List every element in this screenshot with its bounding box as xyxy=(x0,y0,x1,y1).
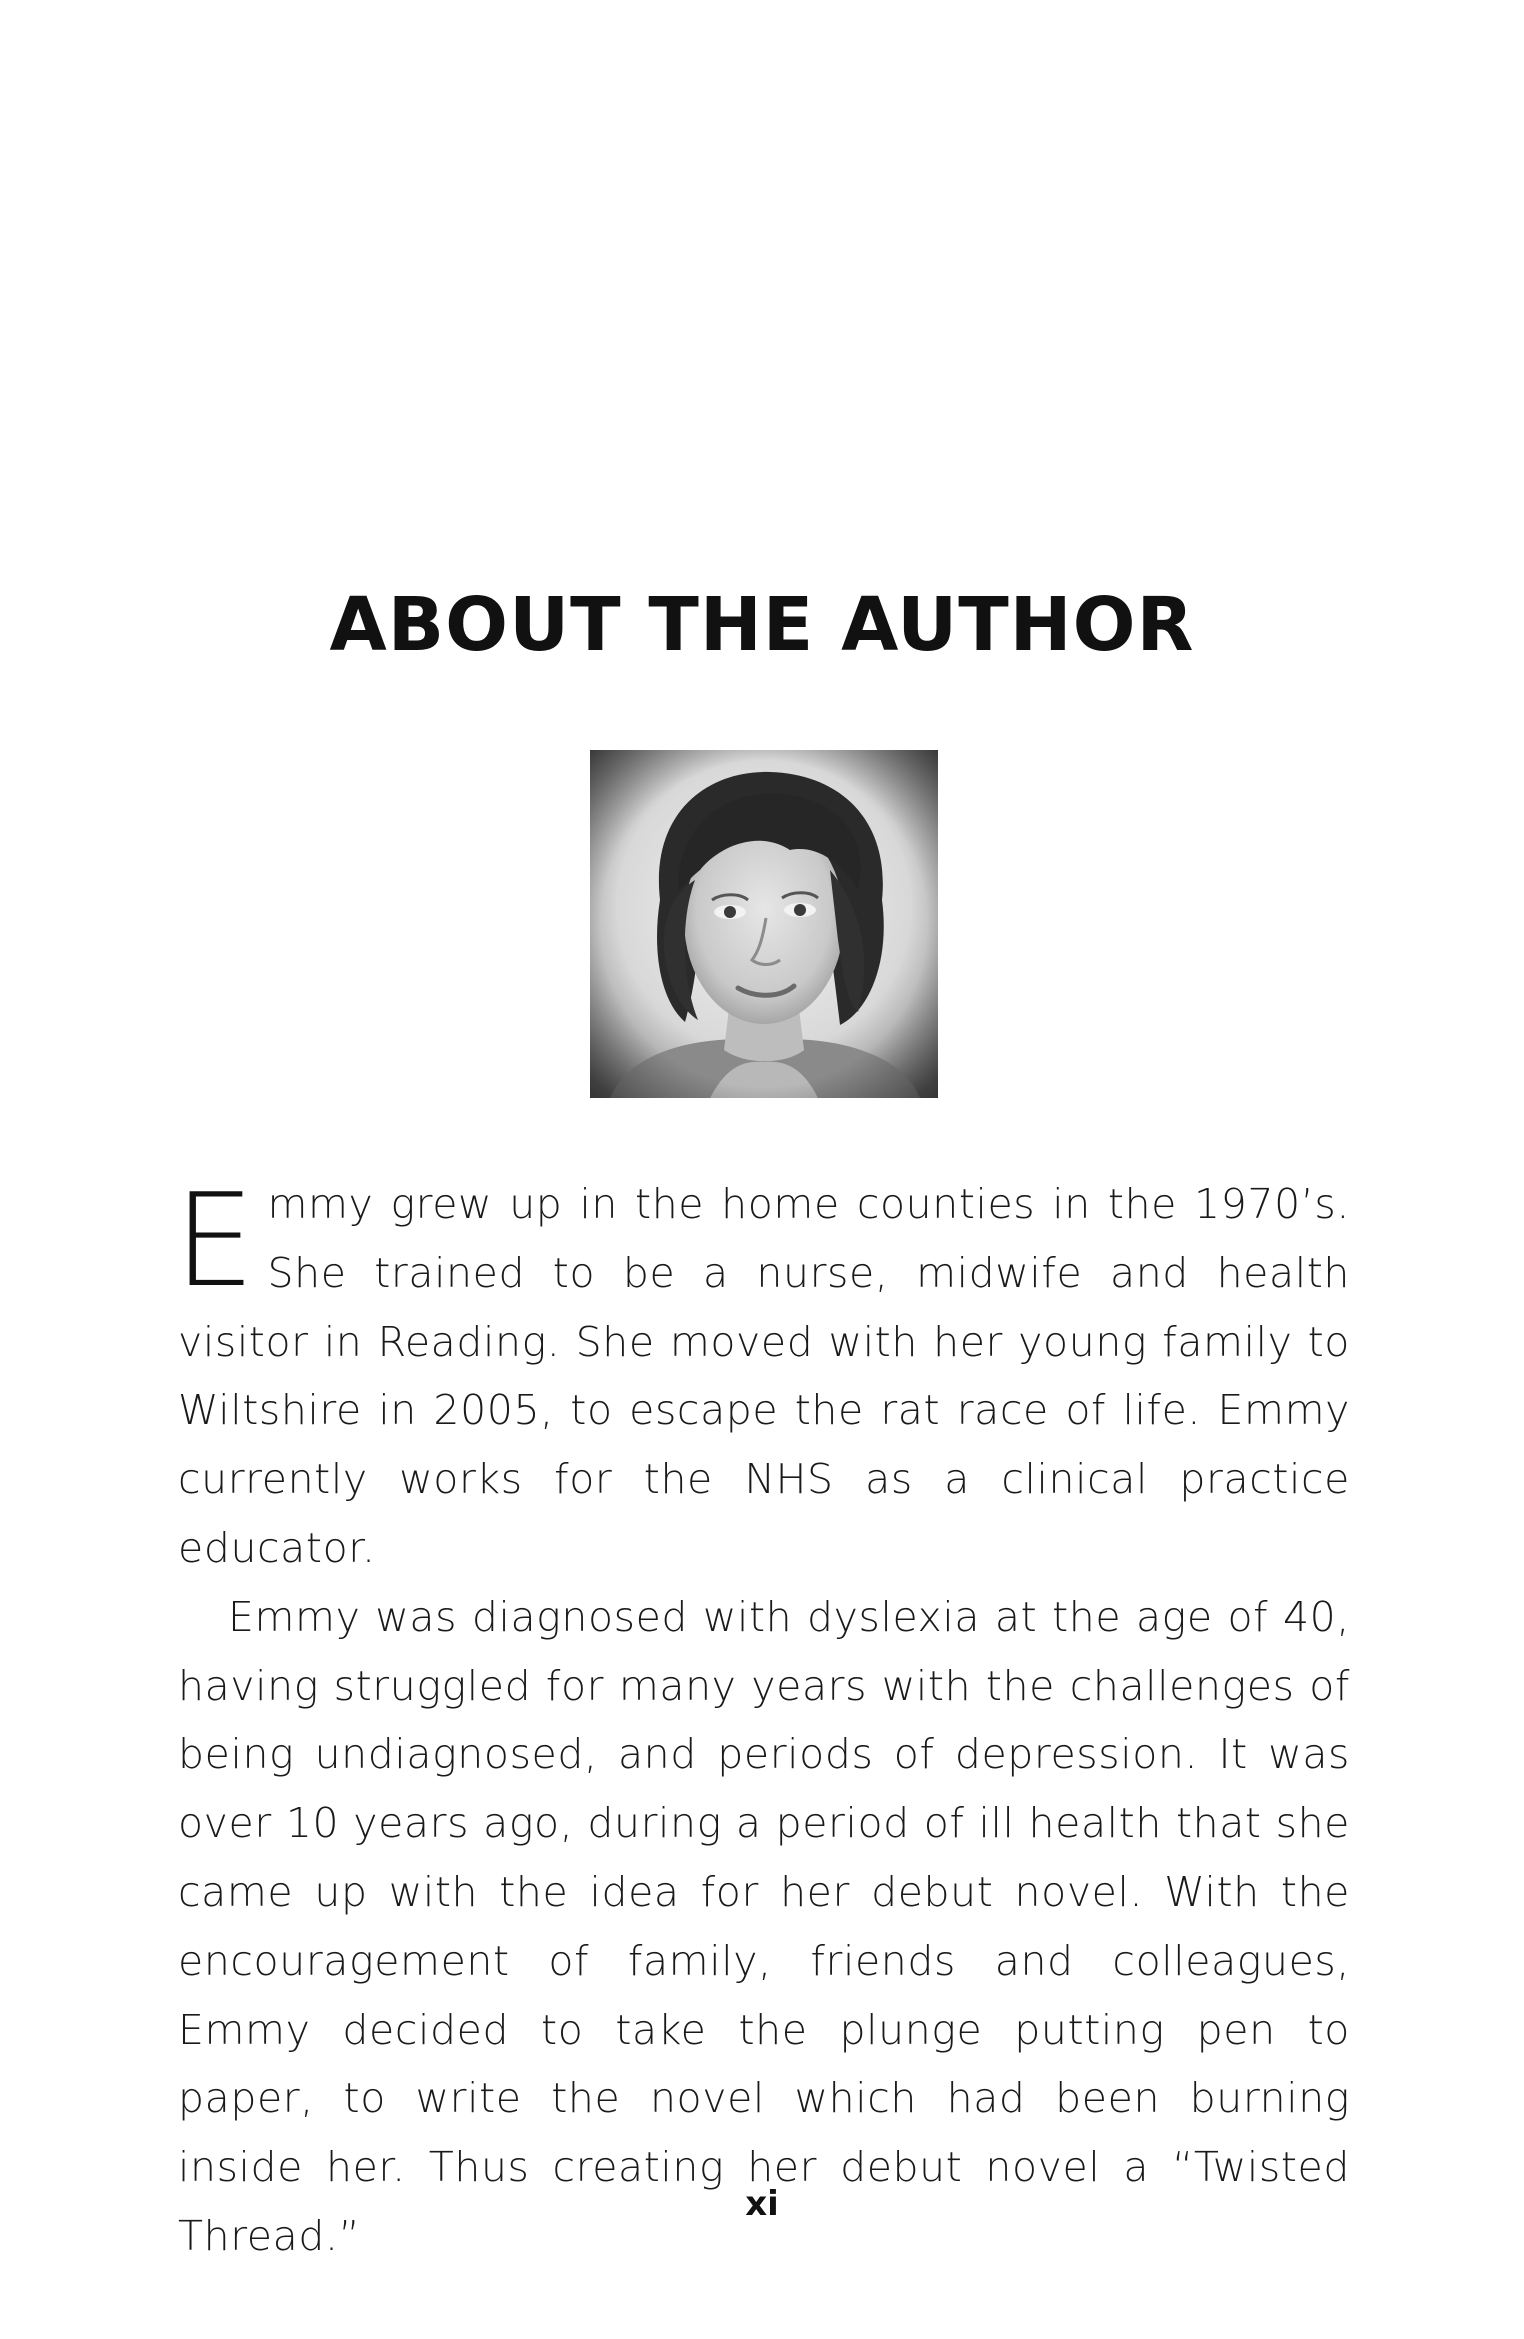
bio-paragraph-1 xyxy=(174,1167,1350,1583)
drop-cap: E xyxy=(174,1167,256,1316)
page-title: ABOUT THE AUTHOR xyxy=(329,582,1195,668)
portrait-image xyxy=(590,750,938,1098)
bio-paragraph-1-text: mmy grew up in the home counties in the 1970’s. She trained to be a nurse, midwife and health visitor in Reading. She moved with her young family to Wiltshire in 2005, to escape the rat race of life. Emmy currently works for the NHS as a clinical practice educator. xyxy=(178,1180,1350,1572)
bio-paragraph-2: Emmy was diagnosed with dyslexia at the age of 40, having struggled for many years with the challenges of being undiagnosed, and periods of depression. It was over 10 years ago, during a period of ill health that she came up with the idea for her debut novel. With the encouragement of family, friends and colleagues, Emmy decided to take the plunge putting pen to paper, to write the novel which had been burning inside her. Thus creating her debut novel a “Twisted Thread.” xyxy=(178,1592,1350,2260)
author-bio xyxy=(174,1167,1350,2271)
author-photo xyxy=(590,750,938,1098)
page-number: xi xyxy=(745,2184,779,2224)
